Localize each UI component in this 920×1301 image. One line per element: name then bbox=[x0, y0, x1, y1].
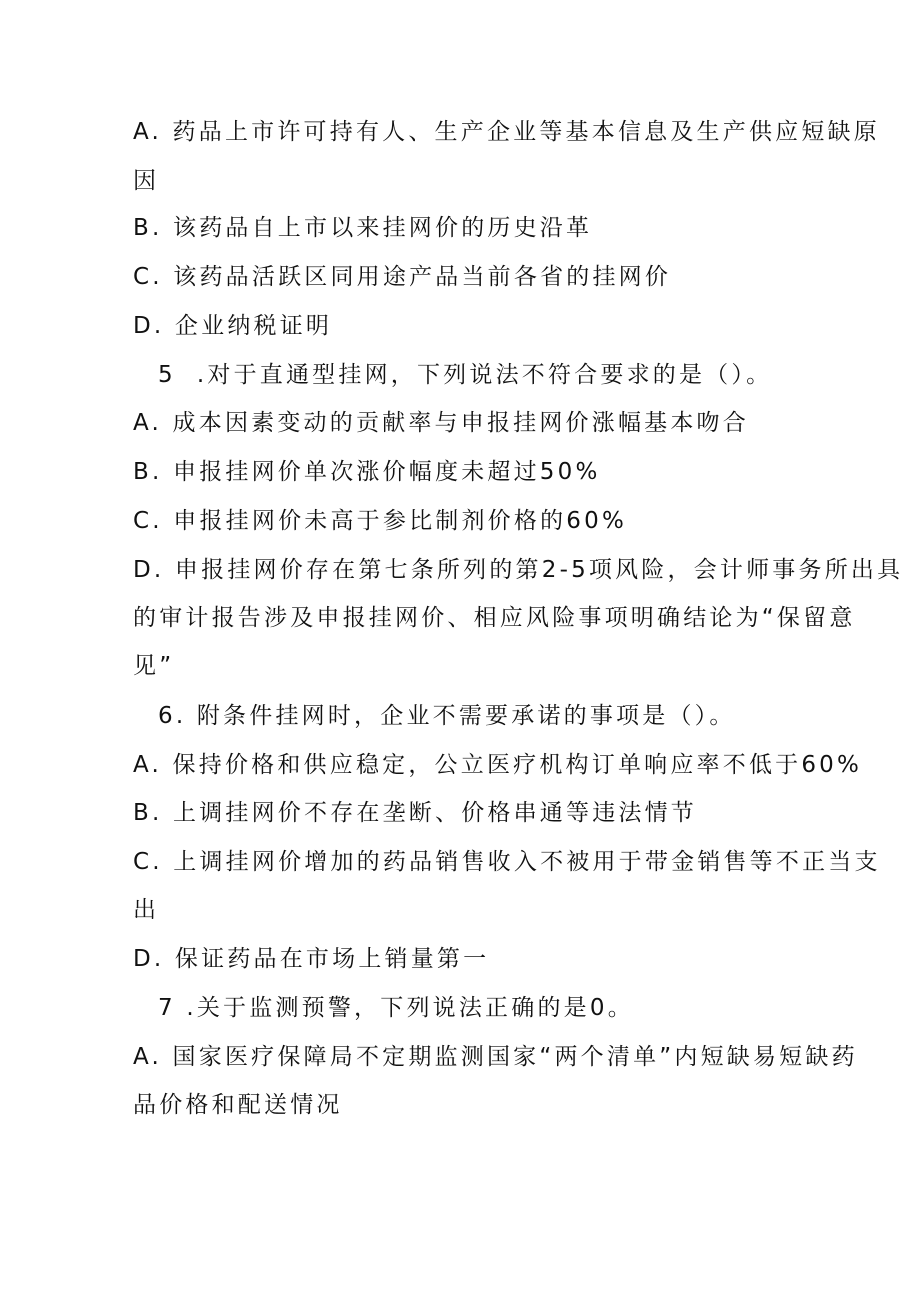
option-4c: C. 该药品活跃区同用途产品当前各省的挂网价 bbox=[133, 264, 672, 290]
option-4b: B. 该药品自上市以来挂网价的历史沿革 bbox=[133, 215, 593, 241]
question-6: 6. 附条件挂网时，企业不需要承诺的事项是（）。 bbox=[158, 703, 736, 729]
option-5c: C. 申报挂网价未高于参比制剂价格的60% bbox=[133, 508, 628, 534]
option-7a-line-1: A. 国家医疗保障局不定期监测国家“两个清单”内短缺易短缺药 bbox=[133, 1044, 858, 1070]
option-5d-line-3: 见” bbox=[133, 653, 175, 679]
question-7: 7 .关于监测预警，下列说法正确的是0。 bbox=[158, 995, 634, 1021]
option-4d: D. 企业纳税证明 bbox=[133, 313, 333, 339]
question-5: 5 .对于直通型挂网，下列说法不符合要求的是（）。 bbox=[158, 362, 773, 388]
option-6c-line-2: 出 bbox=[133, 897, 160, 923]
option-6c-line-1: C. 上调挂网价增加的药品销售收入不被用于带金销售等不正当支 bbox=[133, 849, 881, 875]
option-6b: B. 上调挂网价不存在垄断、价格串通等违法情节 bbox=[133, 800, 698, 826]
option-5b: B. 申报挂网价单次涨价幅度未超过50% bbox=[133, 459, 601, 485]
option-4a-line-2: 因 bbox=[133, 168, 160, 194]
option-5a: A. 成本因素变动的贡献率与申报挂网价涨幅基本吻合 bbox=[133, 410, 749, 436]
option-5d-line-2: 的审计报告涉及申报挂网价、相应风险事项明确结论为“保留意 bbox=[133, 605, 856, 631]
option-6a: A. 保持价格和供应稳定，公立医疗机构订单响应率不低于60% bbox=[133, 752, 863, 778]
option-7a-line-2: 品价格和配送情况 bbox=[133, 1092, 343, 1118]
option-5d-line-1: D. 申报挂网价存在第七条所列的第2-5项风险，会计师事务所出具 bbox=[133, 557, 904, 583]
option-6d: D. 保证药品在市场上销量第一 bbox=[133, 946, 490, 972]
option-4a-line-1: A. 药品上市许可持有人、生产企业等基本信息及生产供应短缺原 bbox=[133, 119, 880, 145]
